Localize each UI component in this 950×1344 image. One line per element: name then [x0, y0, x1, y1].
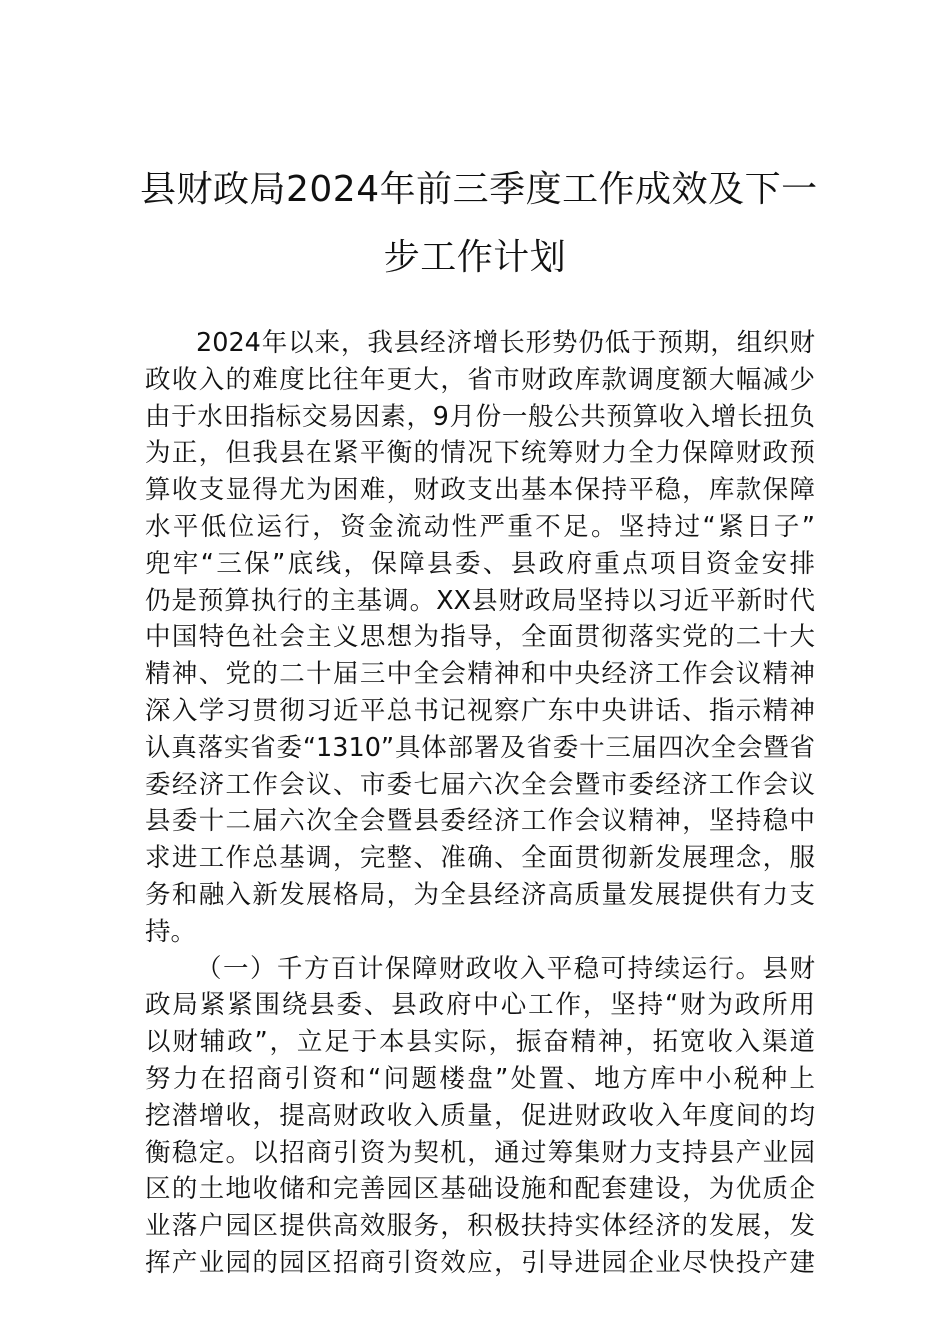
text-line: 由于水田指标交易因素，9月份一般公共预算收入增长扭负	[145, 401, 815, 432]
text-line: 挖潜增收，提高财政收入质量，促进财政收入年度间的均	[145, 1100, 815, 1131]
text-line: 算收支显得尤为困难，财政支出基本保持平稳，库款保障	[145, 475, 815, 506]
text-line: 努力在招商引资和“问题楼盘”处置、地方库中小税种上	[145, 1063, 815, 1094]
text-line: 政局紧紧围绕县委、县政府中心工作，坚持“财为政所用	[145, 990, 815, 1021]
text-line: 为正，但我县在紧平衡的情况下统筹财力全力保障财政预	[145, 438, 815, 469]
text-line: 县委十二届六次全会暨县委经济工作会议精神，坚持稳中	[145, 806, 815, 837]
text-line: 持。	[145, 916, 197, 947]
text-line: 求进工作总基调，完整、准确、全面贯彻新发展理念，服	[145, 843, 815, 874]
text-line: 衡稳定。以招商引资为契机，通过筹集财力支持县产业园	[145, 1137, 815, 1168]
text-line: （一）千方百计保障财政收入平稳可持续运行。县财	[196, 953, 815, 984]
text-line: 以财辅政”，立足于本县实际，振奋精神，拓宽收入渠道	[145, 1027, 815, 1058]
text-line: 中国特色社会主义思想为指导，全面贯彻落实党的二十大	[145, 622, 815, 653]
text-line: 挥产业园的园区招商引资效应，引导进园企业尽快投产建	[145, 1247, 815, 1278]
text-line: 水平低位运行，资金流动性严重不足。坚持过“紧日子”	[145, 511, 815, 542]
text-line: 政收入的难度比往年更大，省市财政库款调度额大幅减少	[145, 364, 815, 395]
text-line: 务和融入新发展格局，为全县经济高质量发展提供有力支	[145, 879, 815, 910]
text-line: 仍是预算执行的主基调。XX县财政局坚持以习近平新时代	[145, 585, 815, 616]
text-line: 兜牢“三保”底线，保障县委、县政府重点项目资金安排	[145, 548, 815, 579]
text-line: 业落户园区提供高效服务，积极扶持实体经济的发展，发	[145, 1211, 815, 1242]
title-line: 步工作计划	[383, 237, 567, 278]
document-body	[145, 325, 815, 1282]
document-title	[140, 156, 818, 292]
text-line: 深入学习贯彻习近平总书记视察广东中央讲话、指示精神	[145, 695, 815, 726]
text-line: 认真落实省委“1310”具体部署及省委十三届四次全会暨省	[145, 732, 815, 763]
text-line: 区的土地收储和完善园区基础设施和配套建设，为优质企	[145, 1174, 815, 1205]
paragraph-section-one	[145, 951, 815, 1282]
paragraph-intro	[145, 325, 815, 951]
text-line: 2024年以来，我县经济增长形势仍低于预期，组织财	[196, 328, 815, 358]
text-line: 委经济工作会议、市委七届六次全会暨市委经济工作会议	[145, 769, 815, 800]
title-line: 县财政局2024年前三季度工作成效及下一	[140, 169, 818, 210]
text-line: 精神、党的二十届三中全会精神和中央经济工作会议精神	[145, 659, 815, 690]
